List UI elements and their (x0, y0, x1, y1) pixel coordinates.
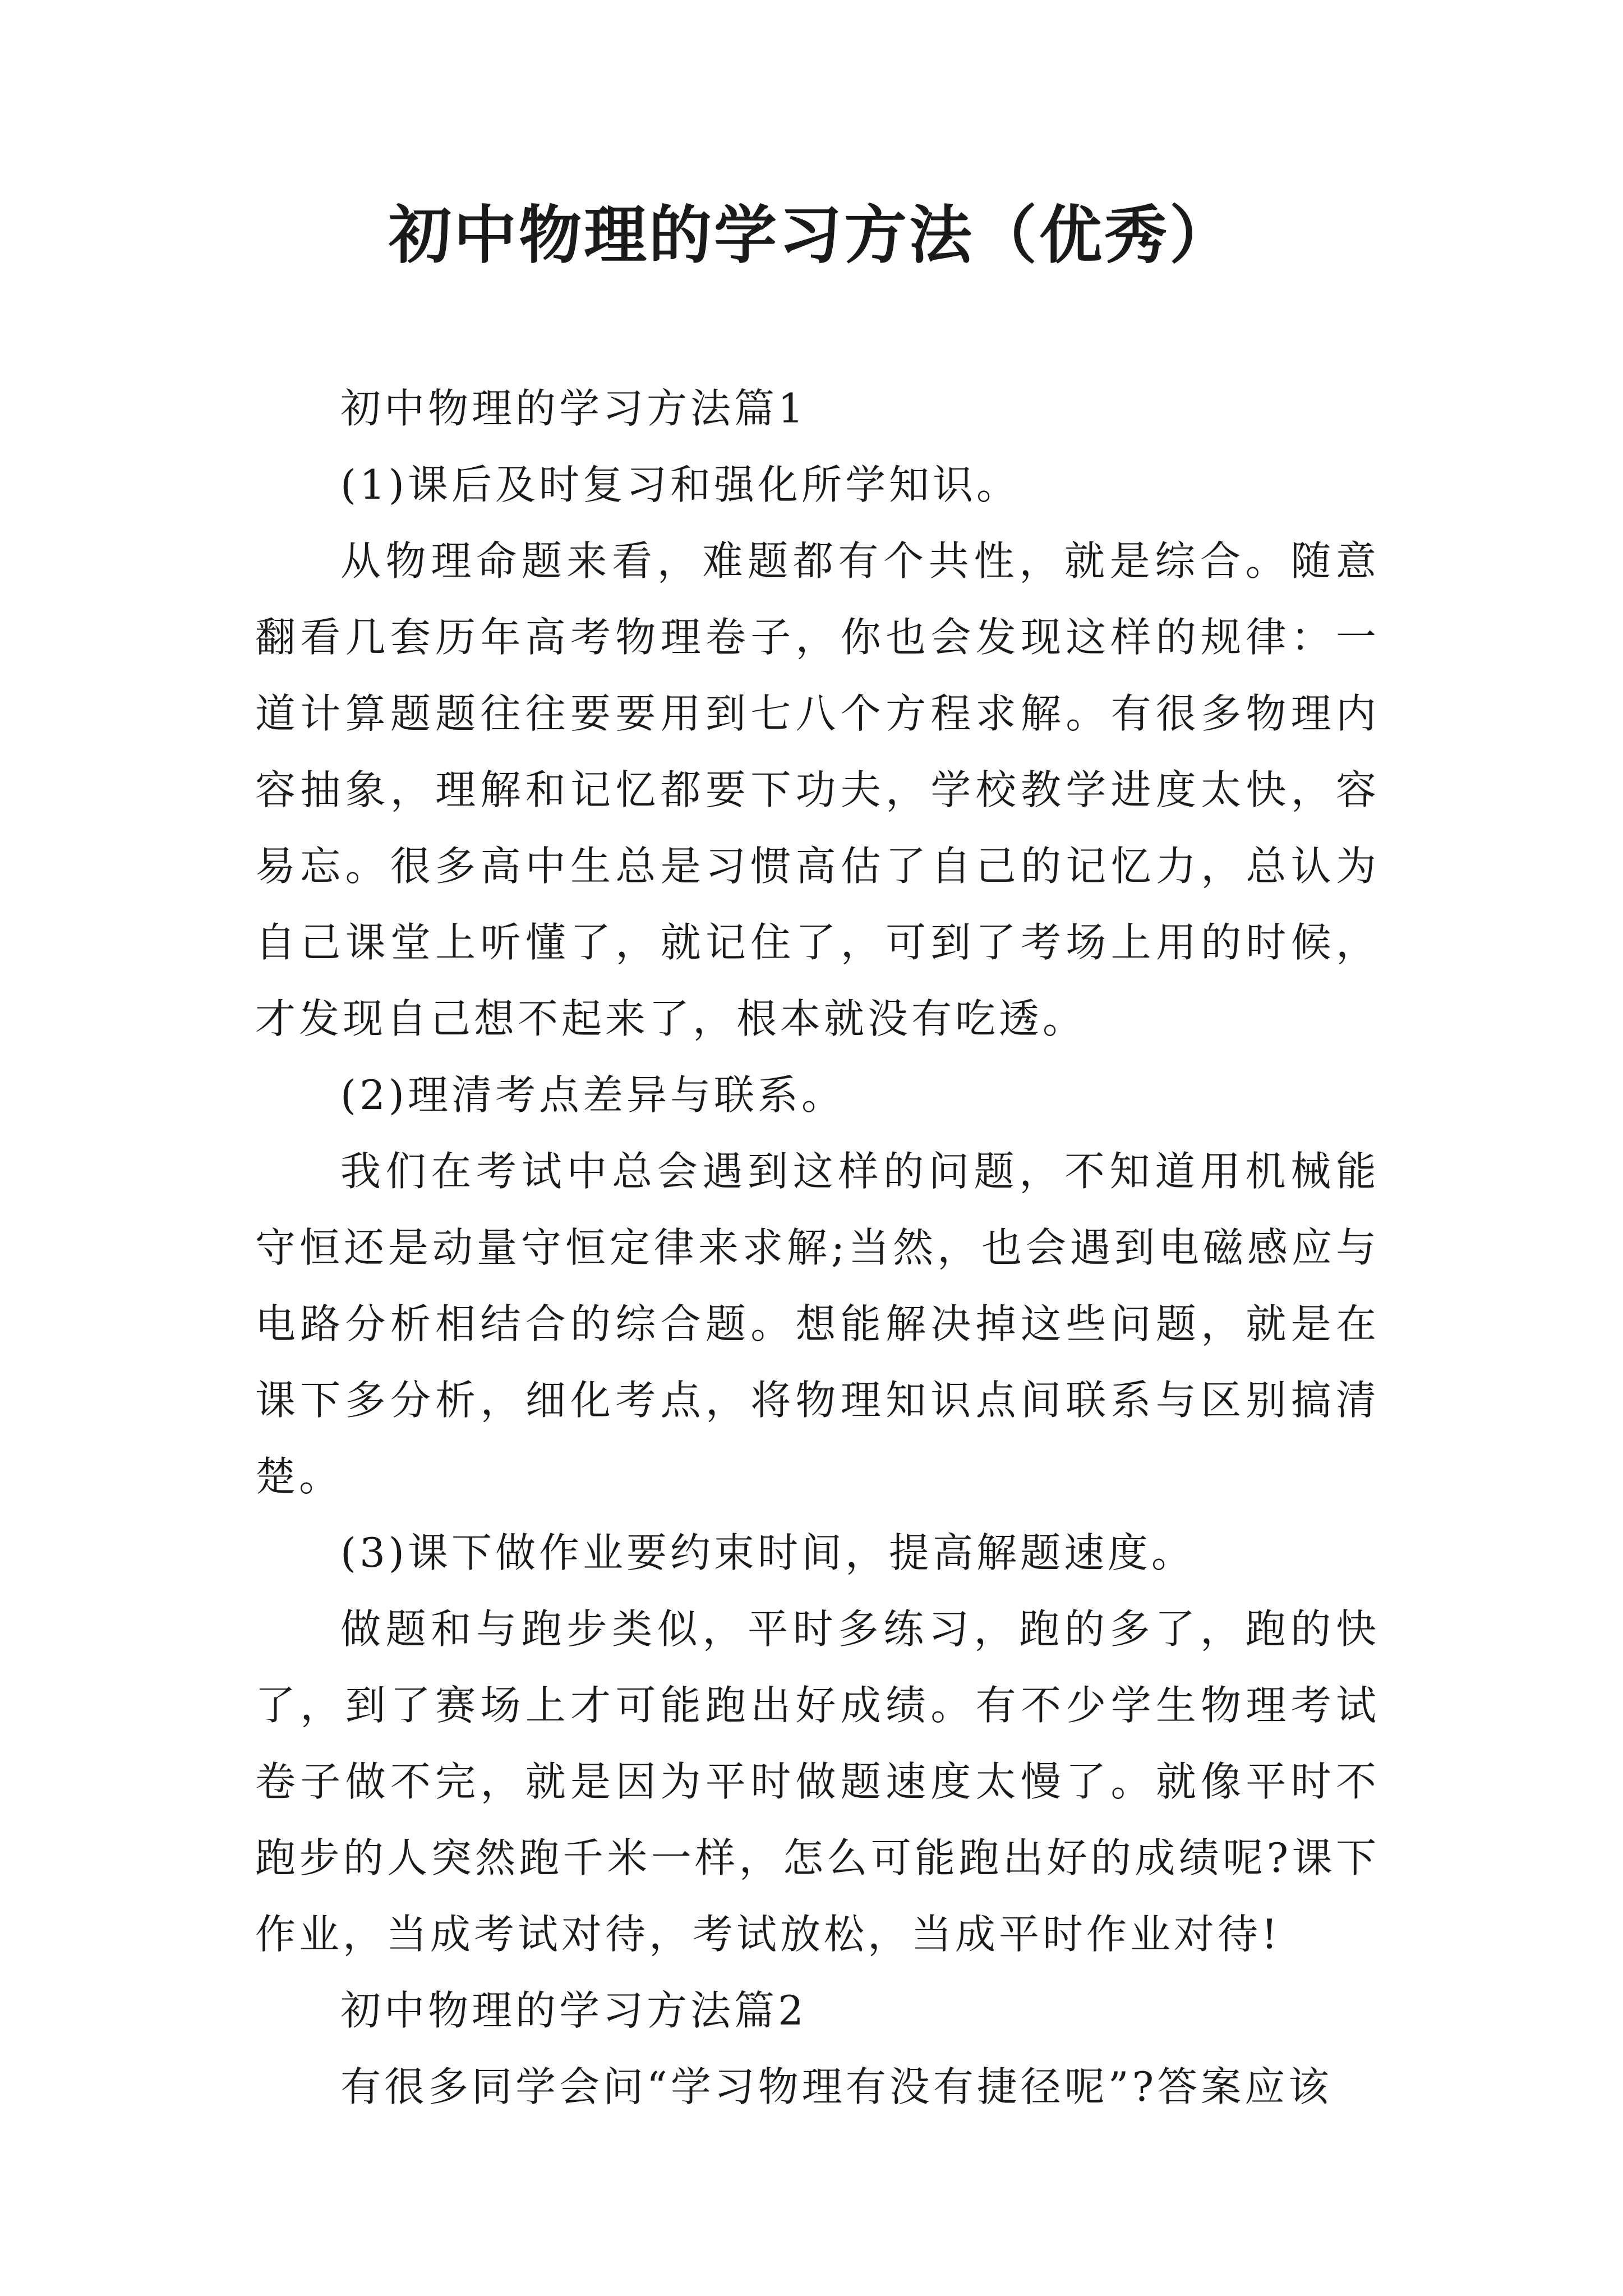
point-heading-1: (1)课后及时复习和强化所学知识。 (340, 461, 1020, 508)
body-paragraph: 有很多同学会问“学习物理有没有捷径呢”?答案应该 (340, 2063, 1332, 2110)
point-heading-3: (3)课下做作业要约束时间，提高解题速度。 (340, 1529, 1195, 1576)
section-heading-1: 初中物理的学习方法篇1 (340, 385, 807, 432)
body-paragraph: 从物理命题来看，难题都有个共性，就是综合。随意翻看几套历年高考物理卷子，你也会发现这样的规律：一道计算题题往往要要用到七八个方程求解。有很多物理内容抽象，理解和记忆都要下功夫，学校教学进度太快，容易忘。很多高中生总是习惯高估了自己的记忆力，总认为自己课堂上听懂了，就记住了，可到了考场上用的时候，才发现自己想不起来了，根本就没有吃透。 (255, 537, 1380, 1042)
document-body (255, 370, 1380, 2125)
document-title: 初中物理的学习方法（优秀） (389, 199, 1234, 272)
body-paragraph: 做题和与跑步类似，平时多练习，跑的多了，跑的快了，到了赛场上才可能跑出好成绩。有不少学生物理考试卷子做不完，就是因为平时做题速度太慢了。就像平时不跑步的人突然跑千米一样，怎么可能跑出好的成绩呢?课下作业，当成考试对待，考试放松，当成平时作业对待! (255, 1605, 1380, 1958)
body-paragraph: 我们在考试中总会遇到这样的问题，不知道用机械能守恒还是动量守恒定律来求解;当然，也会遇到电磁感应与电路分析相结合的综合题。想能解决掉这些问题，就是在课下多分析，细化考点，将物理知识点间联系与区别搞清楚。 (255, 1148, 1380, 1500)
section-heading-2: 初中物理的学习方法篇2 (340, 1987, 807, 2034)
point-heading-2: (2)理清考点差异与联系。 (340, 1071, 845, 1119)
